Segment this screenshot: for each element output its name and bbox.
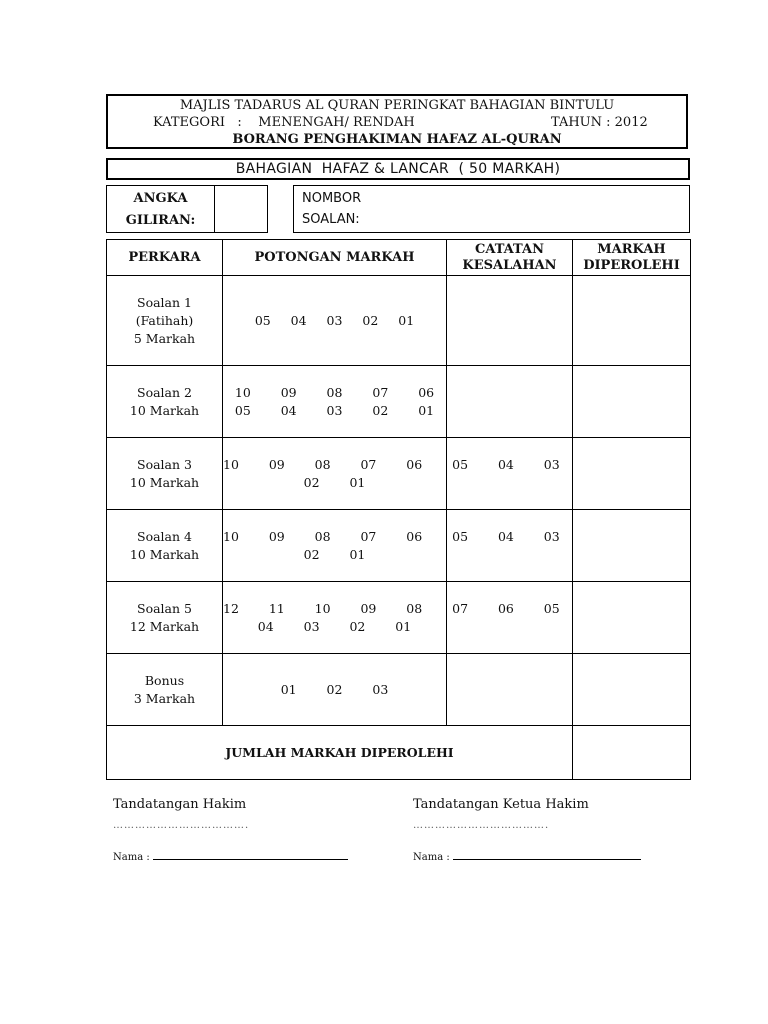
- table-row: [107, 654, 691, 726]
- perkara-line: 10 Markah: [129, 474, 200, 490]
- potongan-line: 10 09 08 07 06 05 04 03: [223, 528, 560, 544]
- table-row: [107, 276, 691, 366]
- header-markah-l1: MARKAH: [597, 241, 666, 257]
- catatan-cell[interactable]: [447, 366, 573, 438]
- table-row: [107, 582, 691, 654]
- perkara-line: 5 Markah: [133, 330, 196, 346]
- angka-label-line1: ANGKA: [133, 191, 188, 206]
- nama-ketua-line[interactable]: [453, 850, 641, 860]
- perkara-line: 10 Markah: [129, 402, 200, 418]
- potongan-line: 05 04 03 02 01: [234, 402, 435, 418]
- category-text: KATEGORI : MENENGAH/ RENDAH: [153, 115, 415, 130]
- nama-ketua: [413, 850, 641, 863]
- total-row: [107, 726, 691, 780]
- potongan-line: 12 11 10 09 08 07 06 05: [223, 600, 560, 616]
- perkara-line: (Fatihah): [135, 312, 194, 328]
- header-catatan-l2: KESALAHAN: [462, 257, 557, 273]
- perkara-line: Soalan 4: [137, 528, 192, 544]
- nama-hakim: [113, 850, 348, 863]
- potongan-cell: [223, 510, 560, 582]
- header-perkara: PERKARA: [107, 240, 223, 276]
- table-row: [107, 510, 691, 582]
- table-row: [107, 366, 691, 438]
- perkara-line: 12 Markah: [129, 618, 200, 634]
- form-title: BORANG PENGHAKIMAN HAFAZ AL-QURAN: [232, 132, 562, 147]
- markah-cell[interactable]: [573, 510, 691, 582]
- potongan-cell: [223, 654, 447, 726]
- potongan-cell: [223, 366, 447, 438]
- potongan-line: 02 01: [303, 474, 366, 490]
- perkara-line: 10 Markah: [129, 546, 200, 562]
- markah-cell[interactable]: [573, 438, 691, 510]
- potongan-line: 05 04 03 02 01: [254, 312, 415, 328]
- catatan-cell[interactable]: [447, 510, 573, 582]
- potongan-cell: [223, 582, 560, 654]
- perkara-cell: [107, 582, 223, 654]
- perkara-line: Soalan 5: [137, 600, 192, 616]
- signature-ketua-dots: ……………………………….: [413, 820, 550, 831]
- header-potongan: POTONGAN MARKAH: [223, 240, 447, 276]
- header-markah: [573, 240, 691, 276]
- form-header: [106, 94, 688, 149]
- angka-giliran-box: [106, 185, 268, 233]
- potongan-line: 01 02 03: [280, 681, 389, 697]
- nombor-label-line2: SOALAN:: [302, 212, 360, 227]
- angka-label-line2: GILIRAN:: [125, 213, 196, 228]
- nama-hakim-line[interactable]: [153, 850, 348, 860]
- nama-ketua-label: Nama :: [413, 852, 450, 863]
- perkara-line: Soalan 3: [137, 456, 192, 472]
- catatan-cell[interactable]: [447, 276, 573, 366]
- markah-cell[interactable]: [573, 582, 691, 654]
- nama-hakim-label: Nama :: [113, 852, 150, 863]
- catatan-cell[interactable]: [447, 654, 573, 726]
- nombor-soalan-box[interactable]: [293, 185, 690, 233]
- markah-cell[interactable]: [573, 654, 691, 726]
- potongan-cell: [223, 276, 447, 366]
- total-markah-cell[interactable]: [573, 726, 691, 780]
- potongan-line: 10 09 08 07 06: [234, 384, 435, 400]
- perkara-line: Soalan 2: [137, 384, 192, 400]
- header-catatan: [447, 240, 573, 276]
- angka-giliran-label: [107, 186, 215, 232]
- table-header-row: [107, 240, 691, 276]
- signature-hakim-dots: ……………………………….: [113, 820, 250, 831]
- organizer-title: MAJLIS TADARUS AL QURAN PERINGKAT BAHAGIAN BINTULU: [179, 98, 615, 113]
- signature-hakim-label: Tandatangan Hakim: [113, 797, 247, 812]
- year-text: TAHUN : 2012: [551, 115, 648, 130]
- potongan-line: 02 01: [303, 546, 366, 562]
- scoring-table: [106, 239, 691, 780]
- catatan-cell[interactable]: [447, 582, 573, 654]
- perkara-line: 3 Markah: [133, 690, 196, 706]
- potongan-line: 10 09 08 07 06 05 04 03: [223, 456, 560, 472]
- markah-cell[interactable]: [573, 276, 691, 366]
- catatan-cell[interactable]: [447, 438, 573, 510]
- perkara-cell: [107, 654, 223, 726]
- perkara-line: Bonus: [144, 672, 185, 688]
- perkara-cell: [107, 276, 223, 366]
- nombor-label-line1: NOMBOR: [302, 191, 362, 206]
- perkara-line: Soalan 1: [137, 294, 192, 310]
- perkara-cell: [107, 510, 223, 582]
- angka-giliran-field[interactable]: [215, 186, 267, 232]
- total-label: JUMLAH MARKAH DIPEROLEHI: [107, 726, 573, 780]
- perkara-cell: [107, 438, 223, 510]
- header-markah-l2: DIPEROLEHI: [583, 257, 680, 273]
- table-row: [107, 438, 691, 510]
- signature-ketua-label: Tandatangan Ketua Hakim: [413, 797, 589, 812]
- markah-cell[interactable]: [573, 366, 691, 438]
- header-catatan-l1: CATATAN: [475, 241, 544, 257]
- potongan-line: 04 03 02 01: [257, 618, 412, 634]
- section-title: [106, 158, 690, 180]
- perkara-cell: [107, 366, 223, 438]
- section-title-text: BAHAGIAN HAFAZ & LANCAR ( 50 MARKAH): [235, 161, 561, 177]
- potongan-cell: [223, 438, 560, 510]
